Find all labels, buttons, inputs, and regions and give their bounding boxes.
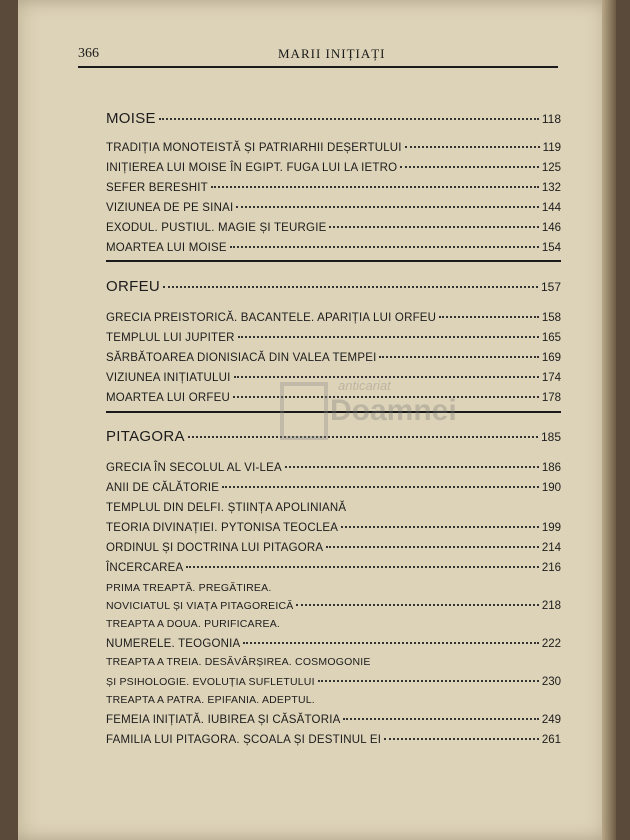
toc-entry-title: EXODUL. PUSTIUL. MAGIE ȘI TEURGIE <box>106 222 327 234</box>
dot-leader <box>285 466 539 468</box>
toc-entry-title: ȘI PSIHOLOGIE. EVOLUȚIA SUFLETULUI <box>106 676 315 688</box>
toc-entry-page: 190 <box>541 482 561 494</box>
toc-entry <box>106 676 561 688</box>
toc-entry-title: INIȚIEREA LUI MOISE ÎN EGIPT. FUGA LUI LA IETRO <box>106 162 398 174</box>
toc-entry-title: SEFER BERESHIT <box>106 182 208 194</box>
dot-leader <box>379 356 538 358</box>
book-page <box>18 0 616 840</box>
dot-leader <box>236 206 538 208</box>
toc-entry-title: TEMPLUL DIN DELFI. ȘTIINȚA APOLINIANĂ <box>106 502 347 514</box>
toc-entry-page: 214 <box>541 542 561 554</box>
dot-leader <box>238 336 539 338</box>
toc-entry-title: MOARTEA LUI ORFEU <box>106 392 230 404</box>
toc-entry-page: 216 <box>541 562 561 574</box>
toc-entry-page: 199 <box>541 522 561 534</box>
toc-entry-page: 154 <box>541 242 561 254</box>
toc-entry-page: 132 <box>541 182 561 194</box>
page-header <box>78 46 558 68</box>
toc-entry-title: TEMPLUL LUI JUPITER <box>106 332 235 344</box>
toc-entry-title: GRECIA PREISTORICĂ. BACANTELE. APARIȚIA LUI ORFEU <box>106 312 437 324</box>
toc-entry-page: 178 <box>541 392 561 404</box>
toc-entry-title: VIZIUNEA INIȚIATULUI <box>106 372 231 384</box>
toc-entry <box>106 600 561 612</box>
toc-entry <box>106 462 561 474</box>
dot-leader <box>439 316 539 318</box>
toc-entry <box>106 656 561 668</box>
toc-entry-page: 146 <box>541 222 561 234</box>
toc-entry-title: NOVICIATUL ȘI VIAȚA PITAGOREICĂ <box>106 600 294 612</box>
toc-entry <box>106 714 561 726</box>
dot-leader <box>343 718 538 720</box>
toc-entry <box>106 618 561 630</box>
toc-entry-page: 261 <box>541 734 561 746</box>
dot-leader <box>186 566 538 568</box>
toc-entry-page: 186 <box>541 462 561 474</box>
dot-leader <box>296 604 538 606</box>
toc-entry-page: 185 <box>540 430 561 444</box>
toc-entry-page: 125 <box>541 162 561 174</box>
page-edge <box>602 0 616 840</box>
page-number: 366 <box>78 46 99 61</box>
toc-entry-title: ÎNCERCAREA <box>106 562 184 574</box>
toc-entry-title: TREAPTA A TREIA. DESĂVÂRȘIREA. COSMOGONIE <box>106 656 371 668</box>
toc-entry <box>106 332 561 344</box>
toc-entry <box>106 482 561 494</box>
watermark-big-text: Doamnei <box>330 394 457 427</box>
toc-entry <box>106 222 561 234</box>
toc-entry-page: 222 <box>541 638 561 650</box>
toc-entry <box>106 582 561 594</box>
toc-entry-page: 119 <box>542 142 561 154</box>
dot-leader <box>211 186 539 188</box>
toc-entry-page: 249 <box>541 714 561 726</box>
toc-entry <box>106 694 561 706</box>
toc-entry-title: TREAPTA A PATRA. EPIFANIA. ADEPTUL. <box>106 694 315 706</box>
toc-entry-title: TREAPTA A DOUA. PURIFICAREA. <box>106 618 281 630</box>
dot-leader <box>222 486 539 488</box>
toc-entry-title: FEMEIA INIȚIATĂ. IUBIREA ȘI CĂSĂTORIA <box>106 714 341 726</box>
section-rule <box>106 260 561 262</box>
watermark-logo <box>280 382 328 440</box>
dot-leader <box>243 642 538 644</box>
toc-entry <box>106 734 561 746</box>
toc-entry <box>106 242 561 254</box>
toc-entry-title: PRIMA TREAPTĂ. PREGĂTIREA. <box>106 582 272 594</box>
toc-entry-title: FAMILIA LUI PITAGORA. ȘCOALA ȘI DESTINUL EI <box>106 734 382 746</box>
dot-leader <box>341 526 539 528</box>
toc-entry-page: 157 <box>540 280 561 294</box>
toc-entry-page: 174 <box>541 372 561 384</box>
toc-entry <box>106 562 561 574</box>
running-title: MARII INIȚIAȚI <box>278 46 386 61</box>
toc-entry <box>106 142 561 154</box>
toc-entry <box>106 182 561 194</box>
watermark <box>280 378 457 448</box>
toc-entry <box>106 542 561 554</box>
watermark-small-text: anticariat <box>338 378 391 393</box>
dot-leader <box>400 166 539 168</box>
toc-entry <box>106 202 561 214</box>
dot-leader <box>326 546 539 548</box>
toc-entry-title: MOARTEA LUI MOISE <box>106 242 227 254</box>
toc-entry-title: ORFEU <box>106 278 160 295</box>
dot-leader <box>159 118 539 120</box>
toc-entry-page: 118 <box>541 112 561 126</box>
toc-entry <box>106 522 561 534</box>
toc-entry-page: 158 <box>541 312 561 324</box>
toc-entry-title: TEORIA DIVINAȚIEI. PYTONISA TEOCLEA <box>106 522 339 534</box>
dot-leader <box>318 680 539 682</box>
toc-entry-title: NUMERELE. TEOGONIA <box>106 638 241 650</box>
toc-entry-page: 169 <box>541 352 561 364</box>
dot-leader <box>230 246 539 248</box>
toc-entry <box>106 352 561 364</box>
toc-entry <box>106 162 561 174</box>
toc-entry-title: TRADIȚIA MONOTEISTĂ ȘI PATRIARHII DEȘERTULUI <box>106 142 402 154</box>
dot-leader <box>405 146 540 148</box>
toc-entry-title: ANII DE CĂLĂTORIE <box>106 482 220 494</box>
toc-entry-page: 144 <box>541 202 561 214</box>
toc-entry-title: GRECIA ÎN SECOLUL AL VI-LEA <box>106 462 282 474</box>
toc-entry-title: VIZIUNEA DE PE SINAI <box>106 202 234 214</box>
toc-chapter <box>106 110 561 127</box>
toc-entry-title: ORDINUL ȘI DOCTRINA LUI PITAGORA <box>106 542 324 554</box>
toc-entry-page: 230 <box>541 676 561 688</box>
toc-entry <box>106 312 561 324</box>
toc-entry-title: MOISE <box>106 110 156 127</box>
toc-entry-title: SĂRBĂTOAREA DIONISIACĂ DIN VALEA TEMPEI <box>106 352 377 364</box>
dot-leader <box>329 226 538 228</box>
toc-entry <box>106 638 561 650</box>
toc-entry-page: 218 <box>541 600 561 612</box>
dot-leader <box>163 286 538 288</box>
toc-entry <box>106 502 561 514</box>
toc-entry-title: PITAGORA <box>106 428 185 445</box>
dot-leader <box>384 738 539 740</box>
toc-entry-page: 165 <box>541 332 561 344</box>
toc-chapter <box>106 278 561 295</box>
